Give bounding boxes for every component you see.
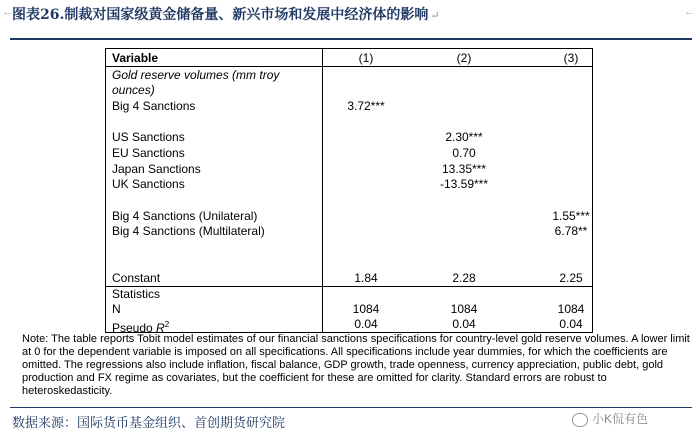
header-col3: (3) — [563, 51, 579, 65]
header-col2: (2) — [456, 51, 472, 65]
cell-value: 2.30*** — [445, 130, 483, 144]
table-note: Note: The table reports Tobit model estimates of our financial sanctions specifications for country-level gold reserve volumes. A lower limit at 0 for the dependent variable is imposed on all specifications. All specifications include year dummies, for which the coefficients are omitted. The regressions also include inflation, fiscal balance, GDP growth, trade openness, currency appreciation, public debt, gold production and FX regime as covariates, but the coefficient for these are omitted for clarity. Standard errors are robust to heteroskedasticity. — [22, 333, 690, 397]
title-rule — [10, 38, 692, 40]
figure-title-text: 图表26.制裁对国家级黄金储备量、新兴市场和发展中经济体的影响 — [12, 7, 429, 23]
right-edge-arrow-icon: ← — [684, 6, 695, 18]
row-label: Big 4 Sanctions — [112, 99, 196, 113]
row-label: UK Sanctions — [112, 177, 185, 191]
header-col1: (1) — [358, 51, 374, 65]
pseudo-label-r: R — [156, 321, 165, 335]
source-rule — [10, 407, 692, 408]
row-label: Constant — [112, 271, 161, 285]
cell-value: -13.59*** — [439, 177, 489, 191]
regression-table — [105, 48, 593, 333]
pseudo-label-sup: 2 — [164, 320, 170, 329]
row-label: EU Sanctions — [112, 146, 185, 160]
pseudo-label-text: Pseudo — [112, 321, 157, 335]
cell-value: 13.35*** — [441, 162, 487, 176]
statistics-rule — [106, 286, 592, 287]
cell-value: 0.04 — [452, 317, 476, 331]
cell-value: 1084 — [352, 302, 380, 316]
cell-value: 0.04 — [354, 317, 378, 331]
chat-bubble-icon — [572, 413, 588, 427]
cell-value: 2.28 — [452, 271, 476, 285]
section-label-line2: ounces) — [112, 83, 155, 97]
row-label: Japan Sanctions — [112, 162, 201, 176]
header-rule — [106, 66, 592, 67]
watermark — [572, 410, 648, 427]
section-label-line1: Gold reserve volumes (mm troy — [112, 68, 280, 82]
cell-value: 1084 — [450, 302, 478, 316]
cell-value: 0.04 — [559, 317, 583, 331]
header-variable: Variable — [112, 51, 159, 65]
paragraph-mark: ↵ — [430, 9, 440, 22]
cell-value: 1.55*** — [552, 209, 590, 223]
cell-value: 3.72*** — [347, 99, 385, 113]
watermark-text: 小K侃有色 — [592, 412, 649, 426]
row-label: N — [112, 302, 121, 316]
figure-title — [12, 4, 440, 24]
data-source: 数据来源：国际货币基金组织、首创期货研究院 — [12, 416, 286, 431]
statistics-label: Statistics — [112, 287, 161, 301]
cell-value: 2.25 — [559, 271, 583, 285]
cell-value: 1.84 — [354, 271, 378, 285]
cell-value: 0.70 — [452, 146, 476, 160]
cell-value: 6.78** — [554, 224, 588, 238]
cell-value: 1084 — [557, 302, 585, 316]
left-edge-arrow-icon: ← — [2, 6, 13, 18]
row-label: Big 4 Sanctions (Unilateral) — [112, 209, 258, 223]
row-label: US Sanctions — [112, 130, 185, 144]
column-divider — [322, 49, 323, 332]
row-label: Big 4 Sanctions (Multilateral) — [112, 224, 265, 238]
